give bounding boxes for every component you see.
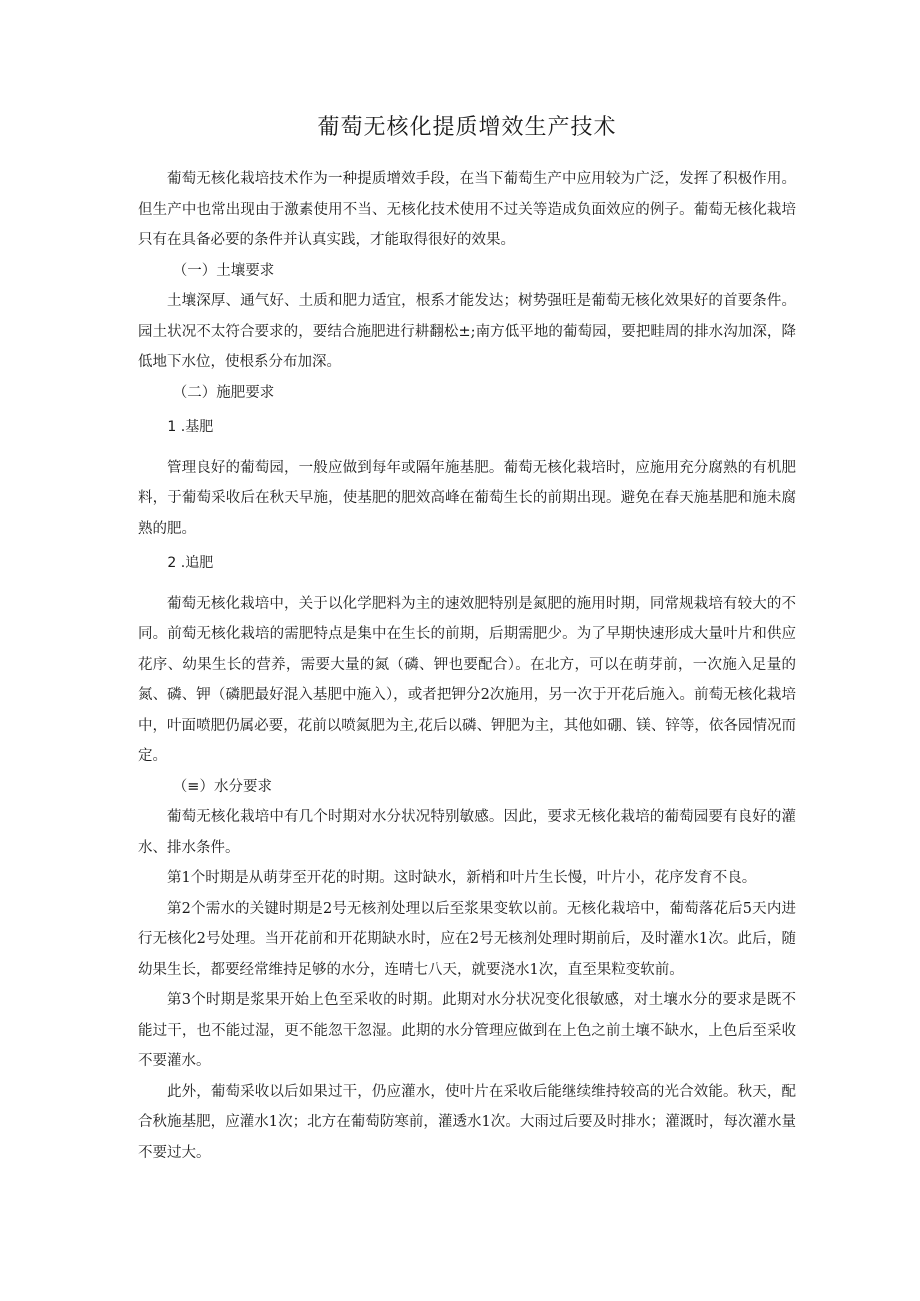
water-paragraph-4: 第3个时期是浆果开始上色至采收的时期。此期对水分状况变化很敏感，对土壤水分的要求是既不能过干，也不能过湿，更不能忽干忽湿。此期的水分管理应做到在上色之前土壤不缺水，上色后至采收不要灌水。 bbox=[138, 992, 796, 1069]
intro-paragraph: 葡萄无核化栽培技术作为一种提质增效手段，在当下葡萄生产中应用较为广泛，发挥了积极作用。但生产中也常出现由于激素使用不当、无核化技术使用不过关等造成负面效应的例子。葡萄无核化栽培只有在具备必要的条件并认真实践，才能取得很好的效果。 bbox=[138, 171, 796, 248]
water-paragraph-1: 葡萄无核化栽培中有几个时期对水分状况特别敏感。因此，要求无核化栽培的葡萄园要有良好的灌水、排水条件。 bbox=[138, 809, 796, 856]
section-heading-water: （≡）水分要求 bbox=[172, 778, 272, 795]
soil-paragraph: 土壤深厚、通气好、土质和肥力适宜，根系才能发达；树势强旺是葡萄无核化效果好的首要条件。园土状况不太符合要求的，要结合施肥进行耕翻松±;南方低平地的葡萄园，要把畦周的排水沟加深，降低地下水位，使根系分布加深。 bbox=[138, 293, 796, 370]
water-paragraph-2: 第1个时期是从萌芽至开花的时期。这时缺水，新梢和叶片生长慢，叶片小，花序发育不良。 bbox=[167, 870, 757, 886]
water-paragraph-3: 第2个需水的关键时期是2号无核剂处理以后至浆果变软以前。无核化栽培中，葡萄落花后5天内进行无核化2号处理。当开花前和开花期缺水时，应在2号无核剂处理时期前后，及时灌水1次。此后，随幼果生长，都要经常维持足够的水分，连晴七八天，就要浇水1次，直至果粒变软前。 bbox=[138, 900, 796, 978]
section-heading-soil: （一）土壤要求 bbox=[172, 262, 275, 279]
top-dressing-paragraph: 葡萄无核化栽培中，关于以化学肥料为主的速效肥特别是氮肥的施用时期，同常规栽培有较大的不同。前萄无核化栽培的需肥特点是集中在生长的前期，后期需肥少。为了早期快速形成大量叶片和供应花序、幼果生长的营养，需要大量的氮（磷、钾也要配合）。在北方，可以在萌芽前，一次施入足量的氮、磷、钾（磷肥最好混入基肥中施入），或者把钾分2次施用，另一次于开花后施入。前萄无核化栽培中，叶面喷肥仍属必要，花前以喷氮肥为主,花后以磷、钾肥为主，其他如硼、镁、锌等，依各园情况而定。 bbox=[138, 595, 796, 764]
base-fertilizer-paragraph: 管理良好的葡萄园，一般应做到每年或隔年施基肥。葡萄无核化栽培时，应施用充分腐熟的有机肥料，于葡萄采收后在秋天早施，使基肥的肥效高峰在葡萄生长的前期出现。避免在春天施基肥和施未腐熟的肥。 bbox=[138, 459, 796, 537]
water-paragraph-5: 此外，葡萄采收以后如果过干，仍应灌水，使叶片在采收后能继续维持较高的光合效能。秋天，配合秋施基肥，应灌水1次；北方在葡萄防寒前，灌透水1次。大雨过后要及时排水；灌溉时，每次灌水量不要过大。 bbox=[138, 1083, 796, 1161]
subheading-base-fertilizer: 1 .基肥 bbox=[167, 419, 214, 435]
section-heading-fertilizer: （二）施肥要求 bbox=[172, 384, 275, 401]
subheading-top-dressing: 2 .追肥 bbox=[167, 555, 214, 571]
document-title: 葡萄无核化提质增效生产技术 bbox=[317, 115, 617, 140]
